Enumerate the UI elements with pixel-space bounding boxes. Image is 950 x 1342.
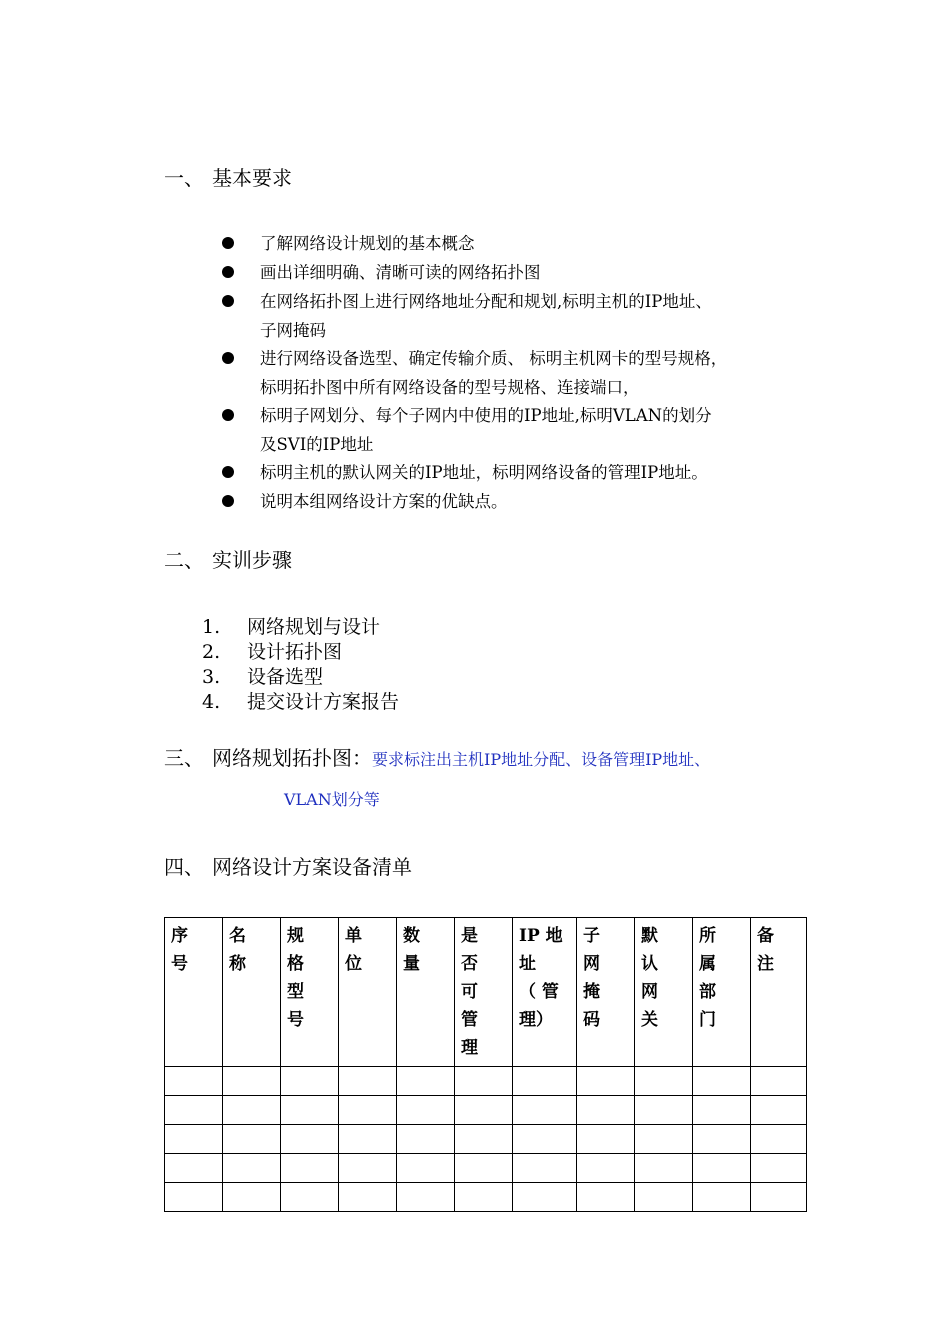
bullet-icon bbox=[222, 466, 234, 478]
header-cell-department: 所 属 部 门 bbox=[693, 918, 751, 1067]
table-cell bbox=[577, 1183, 635, 1212]
list-item: 了解网络设计规划的基本概念 bbox=[260, 234, 475, 253]
section-3-heading bbox=[164, 742, 710, 771]
table-cell bbox=[165, 1067, 223, 1096]
table-cell bbox=[165, 1096, 223, 1125]
table-cell bbox=[693, 1096, 751, 1125]
table-cell bbox=[455, 1183, 513, 1212]
table-cell bbox=[339, 1125, 397, 1154]
header-cell-index: 序 号 bbox=[165, 918, 223, 1067]
table-cell bbox=[751, 1154, 807, 1183]
header-cell-remarks: 备 注 bbox=[751, 918, 807, 1067]
table-cell bbox=[281, 1125, 339, 1154]
step-text: 提交设计方案报告 bbox=[247, 691, 400, 713]
list-item-continuation: 标明拓扑图中所有网络设备的型号规格、连接端口， bbox=[260, 378, 640, 397]
step-number: 1. bbox=[202, 616, 221, 638]
table-cell bbox=[455, 1125, 513, 1154]
header-cell-ip-address: IP 地 址 （ 管 理） bbox=[513, 918, 577, 1067]
step-item bbox=[202, 662, 323, 689]
table-cell bbox=[281, 1096, 339, 1125]
table-cell bbox=[513, 1154, 577, 1183]
table-cell bbox=[751, 1067, 807, 1096]
section-3-number: 三、 bbox=[164, 746, 204, 770]
table-row bbox=[165, 1096, 807, 1125]
header-cell-gateway: 默 认 网 关 bbox=[635, 918, 693, 1067]
step-text: 设计拓扑图 bbox=[247, 641, 343, 663]
step-text: 设备选型 bbox=[247, 666, 324, 688]
section-3-title: 网络规划拓扑图： bbox=[212, 746, 372, 770]
bullet-icon bbox=[222, 295, 234, 307]
table-cell bbox=[397, 1183, 455, 1212]
bullet-icon bbox=[222, 266, 234, 278]
header-cell-unit: 单 位 bbox=[339, 918, 397, 1067]
table-cell bbox=[281, 1067, 339, 1096]
table-cell bbox=[281, 1183, 339, 1212]
table-cell bbox=[397, 1096, 455, 1125]
step-number: 4. bbox=[202, 691, 221, 713]
table-cell bbox=[513, 1067, 577, 1096]
table-row bbox=[165, 1125, 807, 1154]
list-item: 进行网络设备选型、确定传输介质、 标明主机网卡的型号规格， bbox=[260, 349, 728, 368]
table-cell bbox=[223, 1125, 281, 1154]
section-2-heading bbox=[164, 544, 292, 573]
table-cell bbox=[635, 1183, 693, 1212]
step-number: 2. bbox=[202, 641, 221, 663]
table-cell bbox=[635, 1096, 693, 1125]
table-row bbox=[165, 1183, 807, 1212]
section-3-note: 要求标注出主机IP地址分配、设备管理IP地址、 bbox=[372, 750, 711, 769]
section-2-title: 实训步骤 bbox=[212, 548, 292, 572]
section-1-number: 一、 bbox=[164, 166, 204, 190]
table-cell bbox=[635, 1125, 693, 1154]
bullet-icon bbox=[222, 409, 234, 421]
table-cell bbox=[223, 1154, 281, 1183]
list-item: 标明主机的默认网关的IP地址，标明网络设备的管理IP地址。 bbox=[260, 463, 708, 482]
step-item bbox=[202, 612, 380, 639]
table-cell bbox=[455, 1154, 513, 1183]
section-4-heading bbox=[164, 851, 412, 880]
table-cell bbox=[223, 1067, 281, 1096]
table-cell bbox=[577, 1096, 635, 1125]
step-text: 网络规划与设计 bbox=[247, 616, 381, 638]
table-header-row bbox=[165, 918, 807, 1067]
step-item bbox=[202, 637, 342, 664]
table-cell bbox=[513, 1183, 577, 1212]
table-cell bbox=[339, 1067, 397, 1096]
step-number: 3. bbox=[202, 666, 221, 688]
list-item-continuation: 子网掩码 bbox=[260, 321, 326, 340]
table-cell bbox=[165, 1125, 223, 1154]
table-cell bbox=[693, 1125, 751, 1154]
table-cell bbox=[693, 1067, 751, 1096]
table-cell bbox=[577, 1125, 635, 1154]
table-cell bbox=[751, 1183, 807, 1212]
table-row bbox=[165, 1154, 807, 1183]
section-4-title: 网络设计方案设备清单 bbox=[212, 855, 412, 879]
table-cell bbox=[693, 1183, 751, 1212]
section-2-number: 二、 bbox=[164, 548, 204, 572]
equipment-table bbox=[164, 917, 807, 1212]
table-cell bbox=[223, 1183, 281, 1212]
table-cell bbox=[513, 1125, 577, 1154]
table-cell bbox=[751, 1125, 807, 1154]
table-cell bbox=[635, 1154, 693, 1183]
table-cell bbox=[577, 1067, 635, 1096]
table-cell bbox=[455, 1067, 513, 1096]
bullet-icon bbox=[222, 495, 234, 507]
table-cell bbox=[455, 1096, 513, 1125]
table-cell bbox=[223, 1096, 281, 1125]
list-item: 在网络拓扑图上进行网络地址分配和规划,标明主机的IP地址、 bbox=[260, 292, 712, 311]
header-cell-manageable: 是 否 可 管 理 bbox=[455, 918, 513, 1067]
list-item: 说明本组网络设计方案的优缺点。 bbox=[260, 492, 508, 511]
table-cell bbox=[635, 1067, 693, 1096]
table-cell bbox=[513, 1096, 577, 1125]
list-item-continuation: 及SVI的IP地址 bbox=[260, 435, 374, 454]
list-item: 标明子网划分、每个子网内中使用的IP地址,标明VLAN的划分 bbox=[260, 406, 712, 425]
table-cell bbox=[397, 1154, 455, 1183]
table-cell bbox=[397, 1125, 455, 1154]
table-cell bbox=[165, 1154, 223, 1183]
section-1-heading bbox=[164, 162, 292, 191]
bullet-icon bbox=[222, 352, 234, 364]
section-3-note-continuation: VLAN划分等 bbox=[284, 790, 380, 809]
bullet-icon bbox=[222, 237, 234, 249]
list-item: 画出详细明确、清晰可读的网络拓扑图 bbox=[260, 263, 541, 282]
step-item bbox=[202, 687, 399, 714]
section-1-title: 基本要求 bbox=[212, 166, 292, 190]
table-cell bbox=[693, 1154, 751, 1183]
table-cell bbox=[339, 1183, 397, 1212]
table-cell bbox=[397, 1067, 455, 1096]
section-4-number: 四、 bbox=[164, 855, 204, 879]
header-cell-model: 规 格 型 号 bbox=[281, 918, 339, 1067]
table-cell bbox=[577, 1154, 635, 1183]
table-cell bbox=[339, 1096, 397, 1125]
table-cell bbox=[751, 1096, 807, 1125]
table-row bbox=[165, 1067, 807, 1096]
table-cell bbox=[165, 1183, 223, 1212]
header-cell-subnet-mask: 子 网 掩 码 bbox=[577, 918, 635, 1067]
header-cell-quantity: 数 量 bbox=[397, 918, 455, 1067]
table-cell bbox=[281, 1154, 339, 1183]
header-cell-name: 名 称 bbox=[223, 918, 281, 1067]
table-cell bbox=[339, 1154, 397, 1183]
